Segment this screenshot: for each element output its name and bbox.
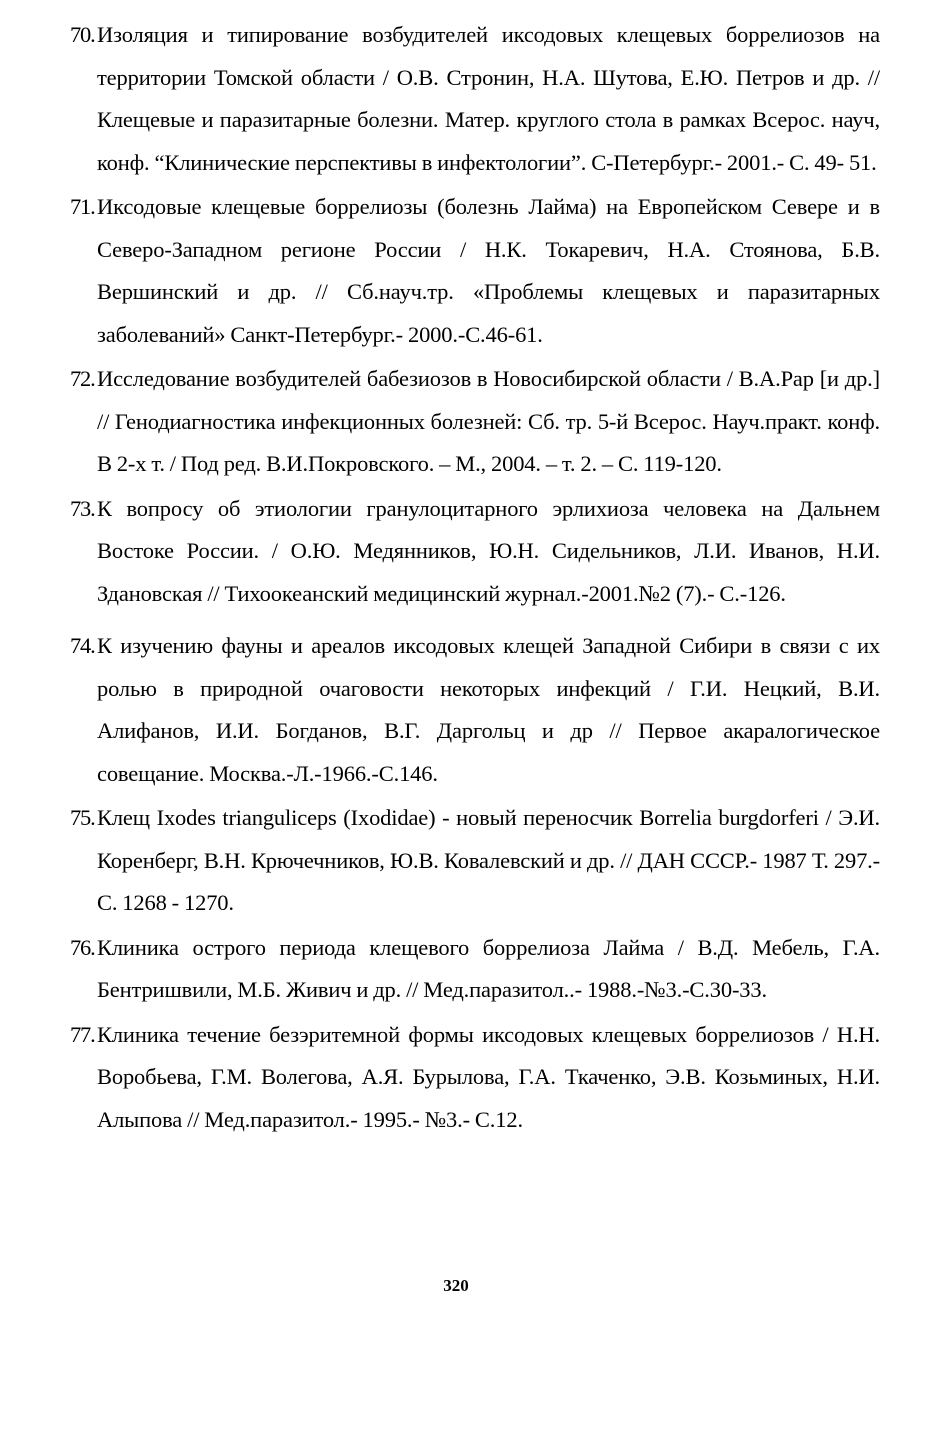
reference-text: Клещ Ixodes trianguliceps (Ixodidae) - новый переносчик Borrelia burgdorferi / Э.И. Коренберг, В.Н. Крючечников, Ю.В. Ковалевский и др. // ДАН СССР.- 1987 Т. 297.- С. 1268 - 1270.: [97, 805, 880, 915]
page-number: 320: [443, 1276, 469, 1295]
reference-text: Исследование возбудителей бабезиозов в Новосибирской области / В.А.Рар [и др.] // Генодиагностика инфекционных болезней: Сб. тр. 5-й Всерос. Науч.практ. конф. В 2-х т. / Под ред. В.И.Покровского. – М., 2004. – т. 2. – С. 119-120.: [97, 366, 880, 476]
reference-number: 72.: [70, 366, 95, 391]
reference-number: 71.: [70, 194, 95, 219]
reference-text: К изучению фауны и ареалов иксодовых клещей Западной Сибири в связи с их ролью в природной очаговости некоторых инфекций / Г.И. Нецкий, В.И. Алифанов, И.И. Богданов, В.Г. Даргольц и др // Первое акаралогическое совещание. Москва.-Л.-1966.-С.146.: [97, 633, 880, 786]
reference-item: [70, 1014, 880, 1142]
reference-number: 76.: [70, 934, 95, 960]
reference-text: Клиника течение безэритемной формы иксодовых клещевых боррелиозов / Н.Н. Воробьева, Г.М. Волегова, А.Я. Бурылова, Г.А. Ткаченко, Э.В. Козьминых, Н.И. Алыпова // Мед.паразитол.- 1995.- №3.- С.12.: [97, 1021, 880, 1132]
reference-item: [70, 797, 880, 925]
reference-item: [70, 14, 880, 184]
reference-number: 70.: [70, 22, 95, 47]
reference-item: [70, 488, 880, 616]
reference-text: Иксодовые клещевые боррелиозы (болезнь Лайма) на Европейском Севере и в Северо-Западном регионе России / Н.К. Токаревич, Н.А. Стоянова, Б.В. Вершинский и др. // Сб.науч.тр. «Проблемы клещевых и паразитарных заболеваний» Санкт-Петербург.- 2000.-С.46-61.: [97, 194, 880, 347]
reference-text: Изоляция и типирование возбудителей иксодовых клещевых боррелиозов на территории Томской области / О.В. Стронин, Н.А. Шутова, Е.Ю. Петров и др. // Клещевые и паразитарные болезни. Матер. круглого стола в рамках Всерос. науч, конф. “Клинические перспективы в инфектологии”. С-Петербург.- 2001.- С. 49- 51.: [97, 22, 880, 175]
reference-number: 74.: [70, 633, 95, 658]
reference-item: [70, 927, 880, 1012]
reference-item: [70, 625, 880, 795]
reference-number: 73.: [70, 495, 95, 521]
reference-list: [0, 14, 952, 1141]
reference-number: 75.: [70, 805, 95, 830]
reference-text: Клиника острого периода клещевого боррелиоза Лайма / В.Д. Мебель, Г.А. Бентришвили, М.Б. Живич и др. // Мед.паразитол..- 1988.-№3.-С.30-33.: [97, 934, 880, 1002]
reference-number: 77.: [70, 1021, 95, 1047]
reference-item: [70, 186, 880, 356]
reference-text: К вопросу об этиологии гранулоцитарного эрлихиоза человека на Дальнем Востоке России. / О.Ю. Медянников, Ю.Н. Сидельников, Л.И. Иванов, Н.И. Здановская // Тихоокеанский медицинский журнал.-2001.№2 (7).- С.-126.: [97, 495, 880, 606]
reference-item: [70, 358, 880, 486]
